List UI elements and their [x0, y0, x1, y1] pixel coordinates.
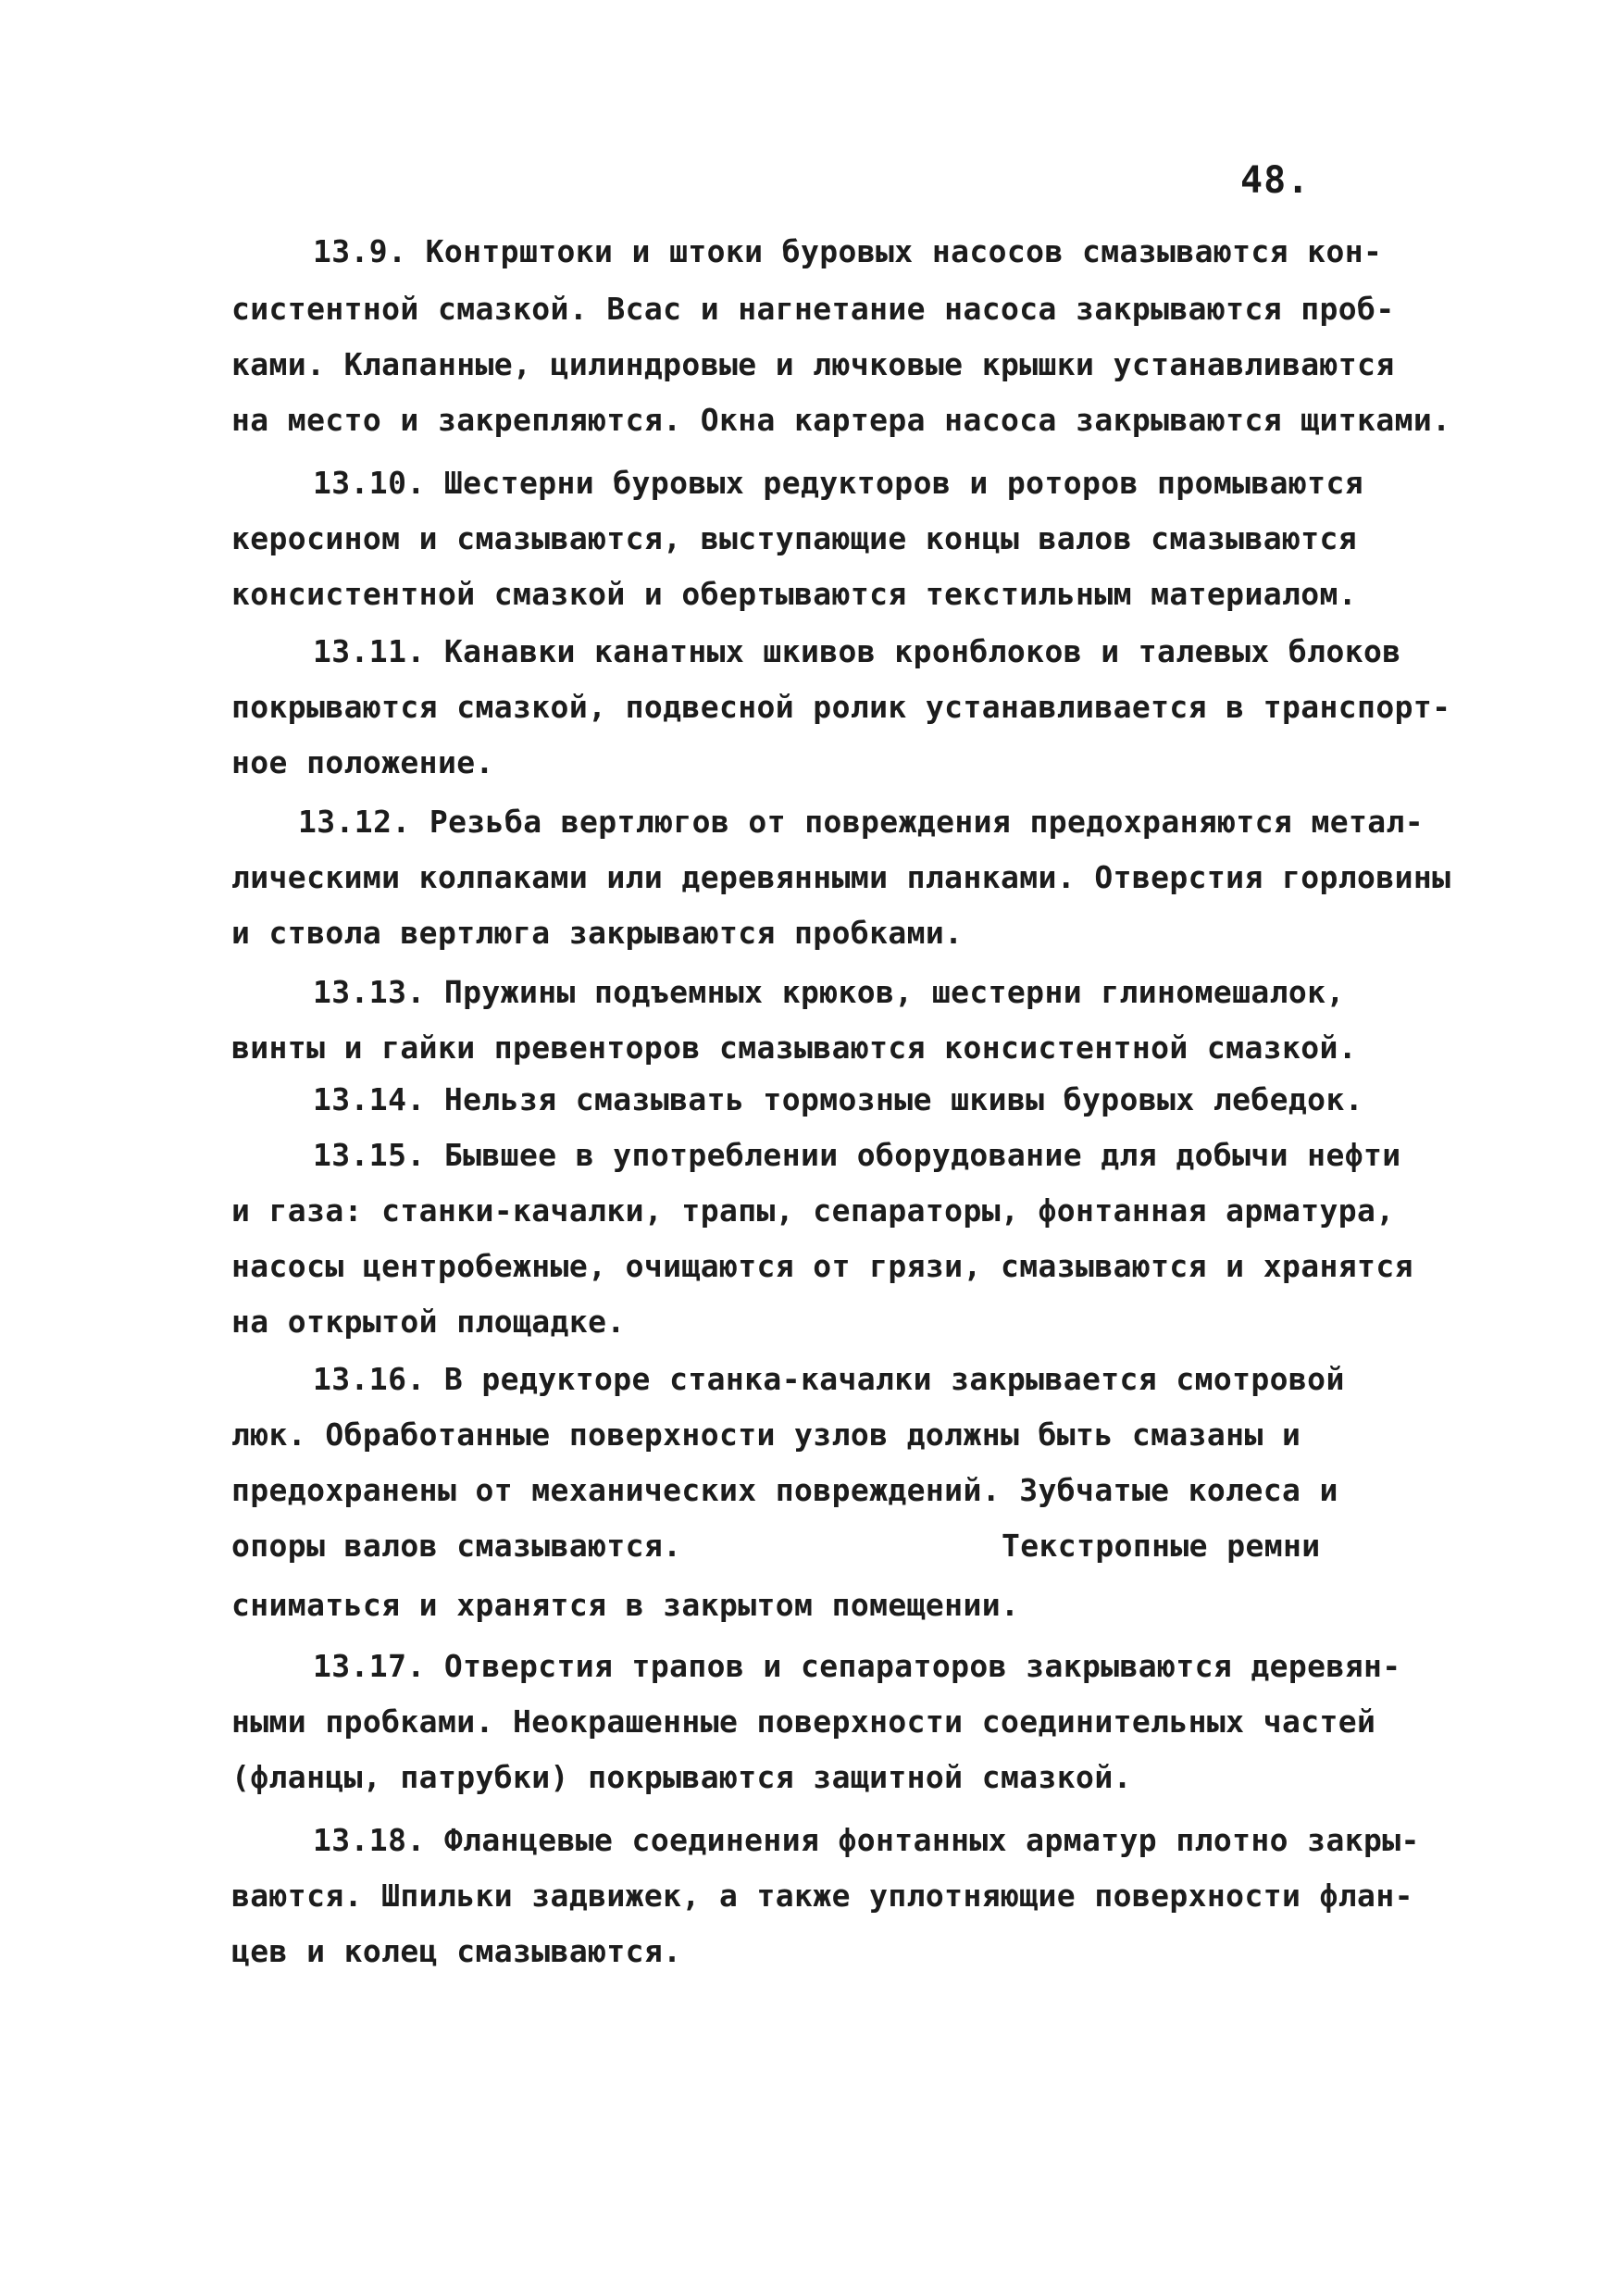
paragraph-line: и ствола вертлюга закрываются пробками.: [231, 915, 964, 951]
paragraph-line: предохранены от механических повреждений. Зубчатые колеса и: [231, 1472, 1338, 1508]
paragraph-line: ками. Клапанные, цилиндровые и лючковые крышки устанавливаются: [231, 346, 1395, 382]
paragraph-line: люк. Обработанные поверхности узлов должны быть смазаны и: [231, 1416, 1301, 1453]
paragraph-line: и газа: станки-качалки, трапы, сепараторы, фонтанная арматура,: [231, 1192, 1395, 1229]
paragraph-line: лическими колпаками или деревянными планками. Отверстия горловины: [231, 859, 1451, 895]
paragraph-line: 13.11. Канавки канатных шкивов кронблоков и талевых блоков: [313, 633, 1401, 669]
paragraph-line: винты и гайки превенторов смазываются консистентной смазкой.: [231, 1029, 1358, 1066]
paragraph-line: (фланцы, патрубки) покрываются защитной смазкой.: [231, 1759, 1132, 1795]
paragraph-line: ваются. Шпильки задвижек, а также уплотняющие поверхности флан-: [231, 1878, 1413, 1914]
paragraph-line: систентной смазкой. Всас и нагнетание насоса закрываются проб-: [231, 291, 1395, 327]
paragraph-line: насосы центробежные, очищаются от грязи, смазываются и хранятся: [231, 1248, 1413, 1284]
paragraph-line: 13.16. В редукторе станка-качалки закрывается смотровой: [313, 1361, 1345, 1397]
paragraph-line: 13.10. Шестерни буровых редукторов и роторов промываются: [313, 465, 1363, 501]
paragraph-line: 13.18. Фланцевые соединения фонтанных арматур плотно закры-: [313, 1822, 1420, 1858]
paragraph-line: 13.15. Бывшее в употреблении оборудование для добычи нефти: [313, 1137, 1401, 1173]
paragraph-line: 13.12. Резьба вертлюгов от повреждения предохраняются метал-: [298, 804, 1425, 840]
inline-right-text: Текстропные ремни: [1002, 1528, 1321, 1564]
page-number: 48.: [1240, 159, 1311, 202]
paragraph-line: 13.9. Контрштоки и штоки буровых насосов смазываются кон-: [313, 233, 1383, 269]
paragraph-line: на открытой площадке.: [231, 1304, 626, 1340]
paragraph-line: 13.17. Отверстия трапов и сепараторов закрываются деревян-: [313, 1648, 1401, 1684]
paragraph-line: 13.13. Пружины подъемных крюков, шестерни глиномешалок,: [313, 974, 1345, 1010]
paragraph-line: керосином и смазываются, выступающие концы валов смазываются: [231, 520, 1358, 556]
paragraph-line: ными пробками. Неокрашенные поверхности соединительных частей: [231, 1703, 1376, 1740]
paragraph-line: консистентной смазкой и обертываются текстильным материалом.: [231, 576, 1358, 612]
paragraph-line: на место и закрепляются. Окна картера насоса закрываются щитками.: [231, 402, 1451, 438]
paragraph-line: ное положение.: [231, 744, 494, 780]
paragraph-line: покрываются смазкой, подвесной ролик устанавливается в транспорт-: [231, 689, 1451, 725]
paragraph-line: опоры валов смазываются.: [231, 1528, 682, 1564]
paragraph-line: 13.14. Нельзя смазывать тормозные шкивы буровых лебедок.: [313, 1081, 1363, 1117]
paragraph-line: цев и колец смазываются.: [231, 1933, 682, 1969]
paragraph-line: сниматься и хранятся в закрытом помещении.: [231, 1587, 1020, 1623]
